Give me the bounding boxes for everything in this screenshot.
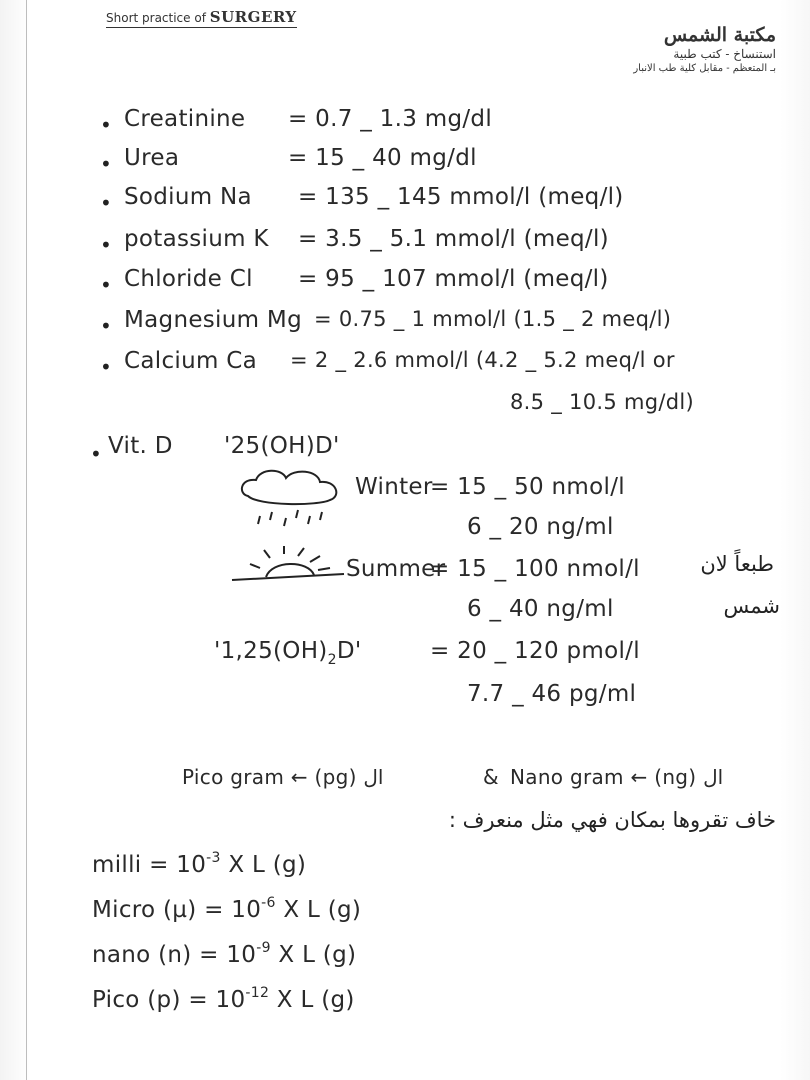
sun-icon [232,546,350,584]
unit-nano-exp: -9 [256,940,271,956]
unit-micro-label: Micro (µ) = 10 [92,897,262,923]
lab-name-magnesium: Magnesium Mg [124,307,302,333]
unit-nano [92,942,356,968]
unit-nano-label: nano (n) = 10 [92,942,257,968]
lab-name-potassium: potassium K [124,226,269,252]
unit-milli [92,852,306,878]
lab-value-potassium: = 3.5 _ 5.1 mmol/l (meq/l) [298,226,609,252]
bullet-icon: • [100,191,112,215]
unit-pico-label: Pico (p) = 10 [92,987,246,1013]
summer-ng: 6 _ 40 ng/ml [467,596,614,622]
unit-milli-suffix: X L (g) [228,852,307,878]
form2-pg: 7.7 _ 46 pg/ml [467,681,637,707]
vitd-label: Vit. D [108,433,173,459]
unit-milli-exp: -3 [206,850,221,866]
pico-gram-note: Pico gram ← (pg) ال [182,765,384,789]
summer-nmol: = 15 _ 100 nmol/l [430,556,640,582]
bullet-icon: • [100,233,112,257]
bullet-icon: • [100,273,112,297]
rain-cloud-icon [238,466,348,536]
page-edge-line [26,0,27,1080]
arabic-note-line: خاف تقروها بمكان فهي مثل منعرف : [448,808,776,832]
form2-prefix: '1,25(OH) [214,638,328,664]
stamp-line-2: استنساخ - كتب طبية [673,47,776,61]
summer-note-arabic-1: طبعاً لان [700,552,774,576]
lab-name-urea: Urea [124,145,180,171]
stamp-line-3: بـ المتعظم - مقابل كلية طب الانبار [633,63,776,74]
summer-label: Summer [346,556,446,582]
unit-pico-exp: -12 [245,985,270,1001]
header-bold-text: SURGERY [209,8,297,26]
vitd-form-125oh2d [214,638,362,668]
unit-pico-suffix: X L (g) [276,987,355,1013]
lab-name-sodium: Sodium Na [124,184,252,210]
lab-value-magnesium: = 0.75 _ 1 mmol/l (1.5 _ 2 meq/l) [314,307,672,331]
bullet-icon: • [100,152,112,176]
lab-value-urea: = 15 _ 40 mg/dl [288,145,477,171]
winter-nmol: = 15 _ 50 nmol/l [430,474,625,500]
unit-micro [92,897,361,923]
pico-nano-ampersand: & [483,765,499,789]
lab-name-creatinine: Creatinine [124,106,246,132]
unit-micro-exp: -6 [261,895,276,911]
lab-value-creatinine: = 0.7 _ 1.3 mg/dl [288,106,493,132]
lab-value-chloride: = 95 _ 107 mmol/l (meq/l) [298,266,609,292]
lab-name-calcium: Calcium Ca [124,348,258,374]
lab-name-chloride: Chloride Cl [124,266,253,292]
nano-gram-note: Nano gram ← (ng) ال [510,765,724,789]
winter-ng: 6 _ 20 ng/ml [467,514,614,540]
unit-milli-label: milli = 10 [92,852,207,878]
winter-label: Winter [355,474,433,500]
lab-value-calcium: = 2 _ 2.6 mmol/l (4.2 _ 5.2 meq/l or [290,348,675,372]
vitd-form-25oh: '25(OH)D' [224,433,340,459]
form2-pmol: = 20 _ 120 pmol/l [430,638,640,664]
summer-note-arabic-2: شمس [723,594,780,618]
page-header [106,8,297,28]
bullet-icon: • [90,442,102,466]
form2-subscript: 2 [327,652,337,668]
unit-pico [92,987,355,1013]
lab-value-calcium-cont: 8.5 _ 10.5 mg/dl) [510,390,694,414]
shop-stamp [576,24,776,76]
bullet-icon: • [100,113,112,137]
unit-micro-suffix: X L (g) [283,897,362,923]
lab-value-sodium: = 135 _ 145 mmol/l (meq/l) [298,184,624,210]
header-small-text: Short practice of [106,11,206,25]
bullet-icon: • [100,355,112,379]
unit-nano-suffix: X L (g) [278,942,357,968]
stamp-line-1: مكتبة الشمس [663,24,776,46]
bullet-icon: • [100,314,112,338]
form2-suffix: D' [336,638,362,664]
